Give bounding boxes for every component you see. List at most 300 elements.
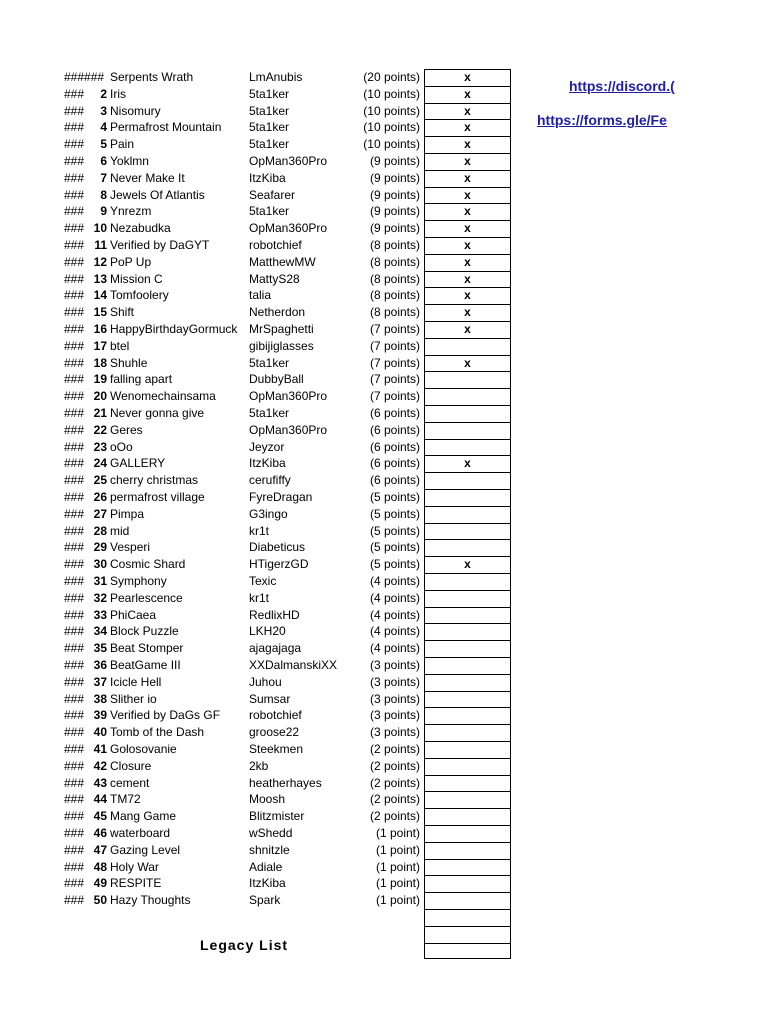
rank-cell[interactable]: 16 <box>93 322 107 336</box>
points-cell[interactable]: (10 points) <box>363 137 420 152</box>
level-name-cell[interactable]: Pimpa <box>110 506 145 521</box>
rank-cell[interactable] <box>80 926 107 943</box>
points-cell[interactable]: (6 points) <box>369 406 420 420</box>
points-cell[interactable]: (9 points) <box>369 221 420 236</box>
hash-cell[interactable]: ### <box>64 691 85 706</box>
creator-cell[interactable]: 5ta1ker <box>249 137 290 152</box>
rank-cell[interactable]: 27 <box>93 506 107 521</box>
completion-mark-cell[interactable]: x <box>424 153 511 170</box>
rank-cell[interactable] <box>80 909 107 926</box>
creator-cell[interactable]: ItzKiba <box>249 876 286 891</box>
level-name-cell[interactable]: Nezabudka <box>110 221 171 236</box>
points-cell[interactable]: (1 point) <box>375 876 420 891</box>
level-name-cell[interactable]: waterboard <box>110 826 171 840</box>
completion-mark-cell[interactable]: x <box>424 287 511 304</box>
rank-cell[interactable]: 25 <box>93 473 107 488</box>
hash-cell[interactable]: ### <box>64 389 85 404</box>
completion-mark-cell[interactable] <box>424 875 511 892</box>
level-name-cell[interactable]: Serpents Wrath <box>110 70 194 84</box>
rank-cell[interactable]: 5 <box>100 137 107 152</box>
points-cell[interactable]: (2 points) <box>369 758 420 773</box>
rank-cell[interactable]: 9 <box>100 204 107 219</box>
creator-cell[interactable]: cerufiffy <box>249 473 291 488</box>
points-cell[interactable]: (3 points) <box>369 658 420 672</box>
hash-cell[interactable]: ###### <box>64 70 105 84</box>
hash-cell[interactable]: ### <box>64 490 85 504</box>
creator-cell[interactable]: Spark <box>249 893 281 908</box>
rank-cell[interactable]: 11 <box>94 238 107 252</box>
points-cell[interactable]: (3 points) <box>369 725 420 740</box>
hash-cell[interactable]: ### <box>64 506 85 521</box>
completion-mark-cell[interactable] <box>424 724 511 741</box>
points-cell[interactable]: (1 point) <box>375 859 420 874</box>
level-name-cell[interactable]: Tomfoolery <box>110 288 169 303</box>
completion-mark-cell[interactable]: x <box>424 119 511 136</box>
level-name-cell[interactable]: Wenomechainsama <box>110 389 216 404</box>
rank-cell[interactable]: 22 <box>93 422 107 437</box>
rank-cell[interactable]: 10 <box>93 221 107 236</box>
points-cell[interactable]: (7 points) <box>369 389 420 404</box>
rank-cell[interactable]: 45 <box>93 809 107 824</box>
rank-cell[interactable]: 38 <box>93 691 107 706</box>
level-name-cell[interactable]: Pearlescence <box>110 590 183 605</box>
hash-cell[interactable]: ### <box>64 859 85 874</box>
rank-cell[interactable]: 12 <box>93 254 107 269</box>
completion-mark-cell[interactable] <box>424 758 511 775</box>
rank-cell[interactable] <box>80 69 107 86</box>
level-name-cell[interactable]: Ynrezm <box>110 204 152 219</box>
rank-cell[interactable]: 46 <box>93 826 107 840</box>
rank-cell[interactable]: 31 <box>93 574 107 588</box>
hash-cell[interactable]: ### <box>64 221 85 236</box>
creator-cell[interactable]: shnitzle <box>249 842 290 857</box>
points-cell[interactable]: (2 points) <box>369 809 420 824</box>
creator-cell[interactable]: LmAnubis <box>249 70 303 84</box>
points-cell[interactable]: (9 points) <box>369 154 420 168</box>
hash-cell[interactable]: ### <box>64 137 85 152</box>
hash-cell[interactable]: ### <box>64 574 85 588</box>
creator-cell[interactable]: Sumsar <box>249 691 291 706</box>
creator-cell[interactable]: 5ta1ker <box>249 120 290 135</box>
level-name-cell[interactable]: permafrost village <box>110 490 205 504</box>
level-name-cell[interactable]: Nisomury <box>110 103 161 118</box>
hash-cell[interactable]: ### <box>64 204 85 219</box>
hash-cell[interactable]: ### <box>64 288 85 303</box>
rank-cell[interactable]: 18 <box>93 355 107 370</box>
rank-cell[interactable]: 24 <box>93 456 107 471</box>
creator-cell[interactable]: Jeyzor <box>249 439 285 454</box>
completion-mark-cell[interactable] <box>424 909 511 926</box>
points-cell[interactable]: (6 points) <box>369 439 420 454</box>
completion-mark-cell[interactable] <box>424 892 511 909</box>
level-name-cell[interactable]: btel <box>110 338 130 353</box>
points-cell[interactable] <box>350 943 420 960</box>
level-name-cell[interactable]: Never Make It <box>110 170 185 185</box>
level-name-cell[interactable]: BeatGame III <box>110 658 181 672</box>
rank-cell[interactable]: 4 <box>100 120 107 135</box>
points-cell[interactable]: (8 points) <box>369 254 420 269</box>
creator-cell[interactable]: MatthewMW <box>249 254 316 269</box>
creator-cell[interactable]: Seafarer <box>249 187 296 202</box>
completion-mark-cell[interactable]: x <box>424 556 511 573</box>
level-name-cell[interactable]: PoP Up <box>110 254 152 269</box>
hash-cell[interactable]: ### <box>64 624 85 639</box>
hash-cell[interactable]: ### <box>64 540 85 555</box>
points-cell[interactable]: (3 points) <box>369 674 420 689</box>
hash-cell[interactable]: ### <box>64 103 85 118</box>
creator-cell[interactable]: Moosh <box>249 792 286 807</box>
creator-cell[interactable]: kr1t <box>249 523 270 538</box>
hash-cell[interactable]: ### <box>64 422 85 437</box>
rank-cell[interactable]: 42 <box>93 758 107 773</box>
discord-link[interactable]: https://discord.( <box>569 78 675 94</box>
completion-mark-cell[interactable] <box>424 657 511 674</box>
completion-mark-cell[interactable]: x <box>424 237 511 254</box>
completion-mark-cell[interactable] <box>424 506 511 523</box>
completion-mark-cell[interactable] <box>424 338 511 355</box>
level-name-cell[interactable]: GALLERY <box>110 456 166 471</box>
rank-cell[interactable]: 15 <box>93 305 107 320</box>
completion-mark-cell[interactable] <box>424 825 511 842</box>
rank-cell[interactable]: 2 <box>100 86 107 101</box>
rank-cell[interactable]: 21 <box>93 406 107 420</box>
completion-mark-cell[interactable] <box>424 439 511 456</box>
points-cell[interactable]: (7 points) <box>369 372 420 387</box>
level-name-cell[interactable]: Cosmic Shard <box>110 557 186 572</box>
hash-cell[interactable]: ### <box>64 641 85 656</box>
creator-cell[interactable]: heatherhayes <box>249 775 322 790</box>
level-name-cell[interactable]: cement <box>110 775 150 790</box>
level-name-cell[interactable]: Golosovanie <box>110 742 177 756</box>
points-cell[interactable]: (4 points) <box>369 641 420 656</box>
rank-cell[interactable]: 33 <box>93 607 107 622</box>
completion-mark-cell[interactable]: x <box>424 304 511 321</box>
creator-cell[interactable]: robotchief <box>249 238 302 252</box>
hash-cell[interactable]: ### <box>64 758 85 773</box>
rank-cell[interactable]: 14 <box>93 288 107 303</box>
creator-cell[interactable]: groose22 <box>249 725 300 740</box>
completion-mark-cell[interactable] <box>424 674 511 691</box>
points-cell[interactable]: (4 points) <box>369 590 420 605</box>
creator-cell[interactable]: 5ta1ker <box>249 204 290 219</box>
completion-mark-cell[interactable] <box>424 405 511 422</box>
completion-mark-cell[interactable]: x <box>424 271 511 288</box>
creator-cell[interactable]: OpMan360Pro <box>249 221 328 236</box>
creator-cell[interactable]: Juhou <box>249 674 282 689</box>
rank-cell[interactable]: 49 <box>93 876 107 891</box>
hash-cell[interactable]: ### <box>64 187 85 202</box>
completion-mark-cell[interactable] <box>424 691 511 708</box>
rank-cell[interactable]: 34 <box>93 624 107 639</box>
creator-cell[interactable]: OpMan360Pro <box>249 422 328 437</box>
points-cell[interactable]: (6 points) <box>369 473 420 488</box>
rank-cell[interactable]: 39 <box>93 708 107 723</box>
level-name-cell[interactable]: Gazing Level <box>110 842 181 857</box>
points-cell[interactable]: (2 points) <box>369 742 420 756</box>
completion-mark-cell[interactable] <box>424 590 511 607</box>
hash-cell[interactable]: ### <box>64 238 85 252</box>
hash-cell[interactable]: ### <box>64 658 85 672</box>
level-name-cell[interactable]: cherry christmas <box>110 473 199 488</box>
completion-mark-cell[interactable] <box>424 707 511 724</box>
level-name-cell[interactable]: Mission C <box>110 271 163 286</box>
level-name-cell[interactable]: Block Puzzle <box>110 624 179 639</box>
hash-cell[interactable]: ### <box>64 406 85 420</box>
creator-cell[interactable]: Diabeticus <box>249 540 306 555</box>
completion-mark-cell[interactable] <box>424 640 511 657</box>
creator-cell[interactable]: XXDalmanskiXX <box>249 658 338 672</box>
hash-cell[interactable]: ### <box>64 792 85 807</box>
rank-cell[interactable]: 19 <box>93 372 107 387</box>
completion-mark-cell[interactable] <box>424 943 511 960</box>
hash-cell[interactable]: ### <box>64 893 85 908</box>
hash-cell[interactable]: ### <box>64 809 85 824</box>
rank-cell[interactable]: 35 <box>93 641 107 656</box>
rank-cell[interactable]: 36 <box>93 658 107 672</box>
level-name-cell[interactable]: Slither io <box>110 691 157 706</box>
points-cell[interactable]: (5 points) <box>369 540 420 555</box>
rank-cell[interactable]: 8 <box>100 187 107 202</box>
creator-cell[interactable]: 5ta1ker <box>249 103 290 118</box>
level-name-cell[interactable]: Icicle Hell <box>110 674 162 689</box>
completion-mark-cell[interactable]: x <box>424 136 511 153</box>
creator-cell[interactable]: MrSpaghetti <box>249 322 314 336</box>
hash-cell[interactable]: ### <box>64 523 85 538</box>
completion-mark-cell[interactable] <box>424 573 511 590</box>
completion-mark-cell[interactable] <box>424 623 511 640</box>
completion-mark-cell[interactable]: x <box>424 203 511 220</box>
rank-cell[interactable]: 6 <box>100 154 107 168</box>
level-name-cell[interactable]: falling apart <box>110 372 173 387</box>
completion-mark-cell[interactable]: x <box>424 86 511 103</box>
completion-mark-cell[interactable] <box>424 842 511 859</box>
creator-cell[interactable]: Steekmen <box>249 742 304 756</box>
rank-cell[interactable]: 3 <box>100 103 107 118</box>
level-name-cell[interactable]: Closure <box>110 758 152 773</box>
creator-cell[interactable]: talia <box>249 288 272 303</box>
points-cell[interactable]: (5 points) <box>369 490 420 504</box>
completion-mark-cell[interactable] <box>424 808 511 825</box>
completion-mark-cell[interactable]: x <box>424 220 511 237</box>
completion-mark-cell[interactable] <box>424 926 511 943</box>
completion-mark-cell[interactable]: x <box>424 355 511 372</box>
rank-cell[interactable]: 30 <box>93 557 107 572</box>
points-cell[interactable]: (5 points) <box>369 506 420 521</box>
points-cell[interactable]: (9 points) <box>369 170 420 185</box>
hash-cell[interactable]: ### <box>64 674 85 689</box>
points-cell[interactable]: (8 points) <box>369 288 420 303</box>
points-cell[interactable]: (7 points) <box>369 355 420 370</box>
level-name-cell[interactable]: TM72 <box>110 792 141 807</box>
hash-cell[interactable]: ### <box>64 170 85 185</box>
level-name-cell[interactable] <box>110 909 246 926</box>
points-cell[interactable]: (10 points) <box>363 103 420 118</box>
creator-cell[interactable]: RedlixHD <box>249 607 300 622</box>
level-name-cell[interactable]: Vesperi <box>110 540 151 555</box>
rank-cell[interactable]: 29 <box>93 540 107 555</box>
points-cell[interactable] <box>350 926 420 943</box>
hash-cell[interactable]: ### <box>64 456 85 471</box>
completion-mark-cell[interactable]: x <box>424 170 511 187</box>
creator-cell[interactable]: wShedd <box>249 826 293 840</box>
creator-cell[interactable]: ajagajaga <box>249 641 302 656</box>
points-cell[interactable]: (4 points) <box>369 624 420 639</box>
hash-cell[interactable]: ### <box>64 607 85 622</box>
rank-cell[interactable]: 17 <box>93 338 107 353</box>
points-cell[interactable] <box>350 909 420 926</box>
hash-cell[interactable]: ### <box>64 557 85 572</box>
level-name-cell[interactable]: HappyBirthdayGormuck <box>110 322 238 336</box>
points-cell[interactable]: (20 points) <box>363 70 420 84</box>
completion-mark-cell[interactable] <box>424 539 511 556</box>
creator-cell[interactable]: OpMan360Pro <box>249 154 328 168</box>
creator-cell[interactable]: G3ingo <box>249 506 288 521</box>
hash-cell[interactable]: ### <box>64 154 85 168</box>
points-cell[interactable]: (3 points) <box>369 691 420 706</box>
completion-mark-cell[interactable] <box>424 489 511 506</box>
hash-cell[interactable]: ### <box>64 120 85 135</box>
level-name-cell[interactable]: Never gonna give <box>110 406 205 420</box>
level-name-cell[interactable]: RESPITE <box>110 876 162 891</box>
level-name-cell[interactable]: Iris <box>110 86 126 101</box>
points-cell[interactable]: (2 points) <box>369 775 420 790</box>
completion-mark-cell[interactable] <box>424 741 511 758</box>
creator-cell[interactable]: HTigerzGD <box>249 557 309 572</box>
completion-mark-cell[interactable]: x <box>424 187 511 204</box>
hash-cell[interactable]: ### <box>64 271 85 286</box>
hash-cell[interactable]: ### <box>64 86 85 101</box>
hash-cell[interactable]: ### <box>64 439 85 454</box>
creator-cell[interactable]: LKH20 <box>249 624 286 639</box>
level-name-cell[interactable]: Holy War <box>110 859 159 874</box>
hash-cell[interactable]: ### <box>64 372 85 387</box>
rank-cell[interactable] <box>80 943 107 960</box>
hash-cell[interactable]: ### <box>64 826 85 840</box>
points-cell[interactable]: (5 points) <box>369 557 420 572</box>
hash-cell[interactable]: ### <box>64 338 85 353</box>
points-cell[interactable]: (6 points) <box>369 422 420 437</box>
rank-cell[interactable]: 26 <box>93 490 107 504</box>
level-name-cell[interactable]: Hazy Thoughts <box>110 893 191 908</box>
level-name-cell[interactable]: Jewels Of Atlantis <box>110 187 205 202</box>
points-cell[interactable]: (2 points) <box>369 792 420 807</box>
creator-cell[interactable]: Netherdon <box>249 305 306 320</box>
level-name-cell[interactable]: PhiCaea <box>110 607 157 622</box>
completion-mark-cell[interactable] <box>424 523 511 540</box>
rank-cell[interactable]: 48 <box>93 859 107 874</box>
creator-cell[interactable]: kr1t <box>249 590 270 605</box>
points-cell[interactable]: (8 points) <box>369 238 420 252</box>
rank-cell[interactable]: 7 <box>100 170 107 185</box>
points-cell[interactable]: (7 points) <box>369 338 420 353</box>
points-cell[interactable]: (1 point) <box>375 842 420 857</box>
creator-cell[interactable]: OpMan360Pro <box>249 389 328 404</box>
points-cell[interactable]: (9 points) <box>369 204 420 219</box>
creator-cell[interactable] <box>249 909 357 926</box>
level-name-cell[interactable]: Symphony <box>110 574 167 588</box>
rank-cell[interactable]: 43 <box>93 775 107 790</box>
hash-cell[interactable]: ### <box>64 742 85 756</box>
creator-cell[interactable]: Adiale <box>249 859 283 874</box>
creator-cell[interactable]: gibijiglasses <box>249 338 314 353</box>
completion-mark-cell[interactable] <box>424 775 511 792</box>
hash-cell[interactable]: ### <box>64 876 85 891</box>
points-cell[interactable]: (1 point) <box>375 893 420 908</box>
points-cell[interactable]: (3 points) <box>369 708 420 723</box>
level-name-cell[interactable]: mid <box>110 523 130 538</box>
rank-cell[interactable]: 44 <box>93 792 107 807</box>
completion-mark-cell[interactable]: x <box>424 69 511 86</box>
rank-cell[interactable]: 32 <box>93 590 107 605</box>
level-name-cell[interactable]: oOo <box>110 439 133 454</box>
points-cell[interactable]: (1 point) <box>375 826 420 840</box>
rank-cell[interactable]: 28 <box>93 523 107 538</box>
completion-mark-cell[interactable] <box>424 422 511 439</box>
points-cell[interactable]: (6 points) <box>369 456 420 471</box>
hash-cell[interactable]: ### <box>64 775 85 790</box>
creator-cell[interactable]: Texic <box>249 574 277 588</box>
creator-cell[interactable]: FyreDragan <box>249 490 313 504</box>
hash-cell[interactable]: ### <box>64 254 85 269</box>
level-name-cell[interactable]: Mang Game <box>110 809 177 824</box>
completion-mark-cell[interactable] <box>424 472 511 489</box>
level-name-cell[interactable]: Shuhle <box>110 355 148 370</box>
points-cell[interactable]: (4 points) <box>369 574 420 588</box>
level-name-cell[interactable]: Shift <box>110 305 135 320</box>
hash-cell[interactable]: ### <box>64 590 85 605</box>
level-name-cell[interactable]: Yoklmn <box>110 154 149 168</box>
creator-cell[interactable]: 5ta1ker <box>249 86 290 101</box>
points-cell[interactable]: (8 points) <box>369 305 420 320</box>
rank-cell[interactable]: 50 <box>93 893 107 908</box>
completion-mark-cell[interactable] <box>424 859 511 876</box>
completion-mark-cell[interactable]: x <box>424 254 511 271</box>
rank-cell[interactable]: 40 <box>93 725 107 740</box>
rank-cell[interactable]: 23 <box>93 439 107 454</box>
creator-cell[interactable]: MattyS28 <box>249 271 300 286</box>
rank-cell[interactable]: 20 <box>93 389 107 404</box>
creator-cell[interactable]: Blitzmister <box>249 809 305 824</box>
completion-mark-cell[interactable]: x <box>424 103 511 120</box>
hash-cell[interactable]: ### <box>64 355 85 370</box>
creator-cell[interactable]: ItzKiba <box>249 456 286 471</box>
points-cell[interactable]: (10 points) <box>363 86 420 101</box>
rank-cell[interactable]: 47 <box>93 842 107 857</box>
completion-mark-cell[interactable]: x <box>424 455 511 472</box>
points-cell[interactable]: (4 points) <box>369 607 420 622</box>
hash-cell[interactable]: ### <box>64 322 85 336</box>
rank-cell[interactable]: 41 <box>93 742 107 756</box>
creator-cell[interactable]: DubbyBall <box>249 372 304 387</box>
level-name-cell[interactable]: Tomb of the Dash <box>110 725 205 740</box>
creator-cell[interactable]: 5ta1ker <box>249 355 290 370</box>
creator-cell[interactable]: 2kb <box>249 758 269 773</box>
rank-cell[interactable]: 13 <box>93 271 107 286</box>
hash-cell[interactable]: ### <box>64 842 85 857</box>
hash-cell[interactable]: ### <box>64 305 85 320</box>
hash-cell[interactable]: ### <box>64 473 85 488</box>
level-name-cell[interactable]: Verified by DaGYT <box>110 238 210 252</box>
forms-link[interactable]: https://forms.gle/Fe <box>537 112 667 128</box>
points-cell[interactable]: (10 points) <box>363 120 420 135</box>
creator-cell[interactable]: ItzKiba <box>249 170 286 185</box>
points-cell[interactable]: (5 points) <box>369 523 420 538</box>
completion-mark-cell[interactable] <box>424 607 511 624</box>
completion-mark-cell[interactable] <box>424 388 511 405</box>
completion-mark-cell[interactable]: x <box>424 321 511 338</box>
creator-cell[interactable]: 5ta1ker <box>249 406 290 420</box>
rank-cell[interactable]: 37 <box>93 674 107 689</box>
